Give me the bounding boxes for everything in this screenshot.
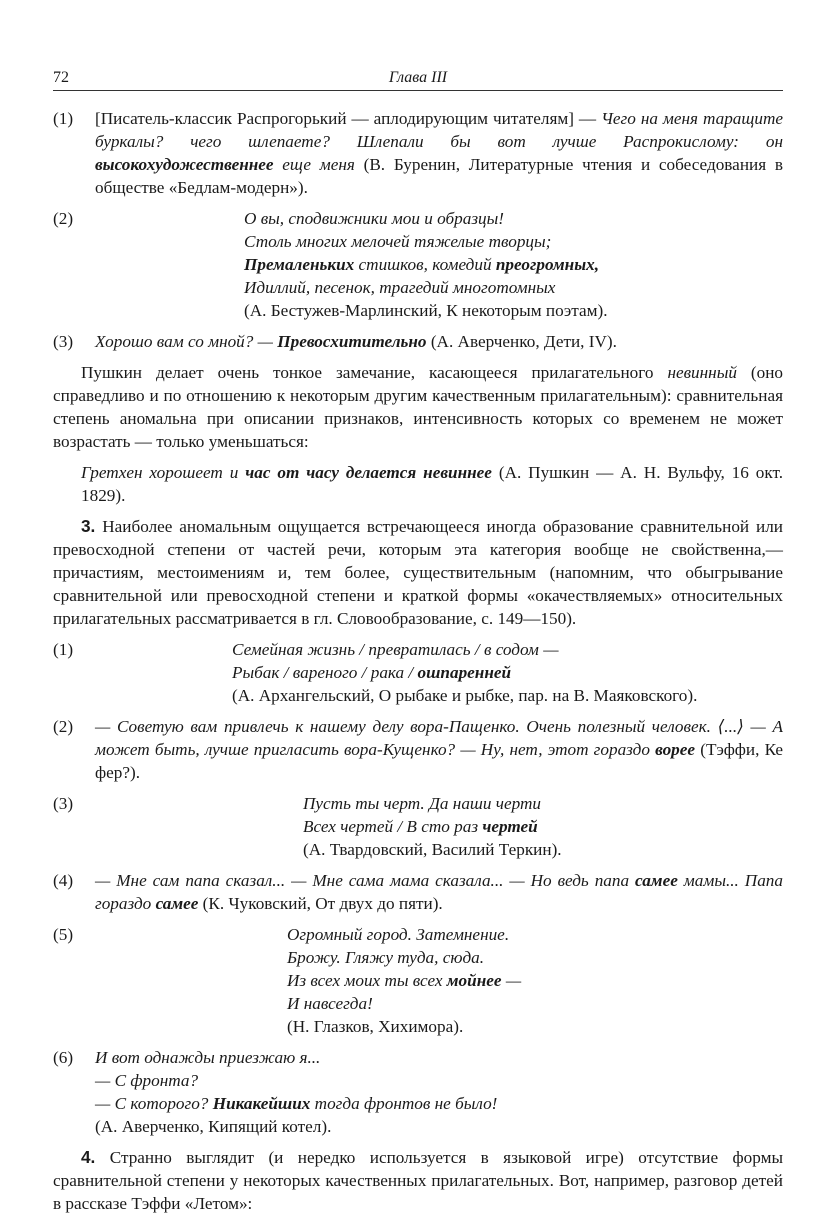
italic-span: невинный xyxy=(667,363,737,382)
bold-italic-span: самее xyxy=(155,894,199,913)
verse-block xyxy=(95,923,783,1038)
text-span: (К. Чуковский, От двух до пяти). xyxy=(198,894,443,913)
text-span: Наиболее аномальным ощущается встречающееся иногда образование сравнительной или превосходной степени от частей речи, которым эта категория вообще не свойственна,— причастиям, местоимениям и, тем более, существительным (напомним, что обыгрывание сравнительной или превосходной степени и краткой формы «окачествляемых» относительных прилагательных рассматривается в гл. Словообразование, с. 149—150). xyxy=(53,517,783,628)
italic-span: Из всех моих ты всех xyxy=(287,971,447,990)
bold-italic-span: высокохудожественнее xyxy=(95,155,274,174)
italic-span: — С которого? xyxy=(95,1094,213,1113)
example-text xyxy=(95,715,783,784)
bold-italic-span: чертей xyxy=(482,817,538,836)
italic-span: еще меня xyxy=(273,155,355,174)
text-span: (А. Пушкин — А. Н. Вульфу, 16 окт. 1829). xyxy=(81,463,783,505)
dialogue-source: (А. Аверченко, Кипящий котел). xyxy=(95,1117,332,1136)
example-5 xyxy=(53,715,783,784)
verse-line: Идиллий, песенок, трагедий многотомных xyxy=(244,278,556,297)
dialogue-block xyxy=(95,1046,783,1138)
quote-gretchen xyxy=(53,461,783,507)
example-number: (3) xyxy=(53,332,74,351)
example-number: (6) xyxy=(53,1048,74,1067)
example-1 xyxy=(53,107,783,199)
text-span: (А. Аверченко, Дети, IV). xyxy=(426,332,617,351)
example-number: (1) xyxy=(53,109,74,128)
bold-italic-span: Никакейших xyxy=(212,1094,311,1113)
dialogue-line: — С фронта? xyxy=(95,1071,199,1090)
italic-span: — Советую вам привлечь к нашему делу вора-Пащенко. Очень полезный человек. ⟨...⟩ — А может быть, лучше пригласить вора-Кущенко? — Ну, нет, этот гораздо xyxy=(95,717,783,759)
example-3 xyxy=(53,330,783,353)
dialogue-line: И вот однажды приезжаю я... xyxy=(95,1048,321,1067)
example-number: (2) xyxy=(53,209,74,228)
italic-span: — xyxy=(501,971,522,990)
verse-line: Семейная жизнь / превратилась / в содом — xyxy=(232,640,559,659)
bold-italic-span: Превосхитительно xyxy=(277,332,427,351)
verse-line: Брожу. Гляжу туда, сюда. xyxy=(287,948,485,967)
verse-line: И навсегда! xyxy=(287,994,373,1013)
text-span: (В. Буренин, Литературные чтения и собеседования в обществе «Бедлам-модерн»). xyxy=(95,155,783,197)
bold-italic-span: Премаленьких xyxy=(244,255,355,274)
verse-line xyxy=(303,815,783,838)
verse-line: Огромный город. Затемнение. xyxy=(287,925,510,944)
italic-span: — Мне сам папа сказал... — Мне сама мама сказала... — Но ведь папа xyxy=(95,871,636,890)
verse-source: (А. Архангельский, О рыбаке и рыбке, пар. на В. Маяковского). xyxy=(232,686,698,705)
bold-italic-span: мойнее xyxy=(446,971,502,990)
book-page xyxy=(53,62,783,1215)
page-number: 72 xyxy=(53,69,69,86)
section-number: 4. xyxy=(81,1147,96,1167)
verse-block xyxy=(95,792,783,861)
verse-line: Столь многих мелочей тяжелые творцы; xyxy=(244,232,552,251)
italic-span: тогда фронтов не было! xyxy=(310,1094,498,1113)
example-text xyxy=(95,869,783,915)
bold-italic-span: ворее xyxy=(655,740,696,759)
chapter-title: Глава III xyxy=(388,69,448,86)
verse-source: (А. Твардовский, Василий Теркин). xyxy=(303,840,562,859)
verse-source: (Н. Глазков, Хихимора). xyxy=(287,1017,464,1036)
example-number: (1) xyxy=(53,640,74,659)
bold-italic-span: ошпаренней xyxy=(417,663,512,682)
bold-italic-span: час от часу делается невиннее xyxy=(245,463,492,482)
verse-source: (А. Бестужев-Марлинский, К некоторым поэтам). xyxy=(244,301,608,320)
bold-italic-span: самее xyxy=(635,871,678,890)
paragraph-section-3 xyxy=(53,515,783,630)
example-9 xyxy=(53,1046,783,1138)
italic-span: Всех чертей / В сто раз xyxy=(303,817,483,836)
example-text xyxy=(95,107,783,199)
italic-span: Рыбак / вареного / рака / xyxy=(232,663,418,682)
example-4 xyxy=(53,638,783,707)
verse-block xyxy=(95,638,783,707)
italic-span: Хорошо вам со мной? — xyxy=(95,332,278,351)
text-span: (Тэффи, Ке фер?). xyxy=(95,740,784,782)
example-number: (4) xyxy=(53,871,74,890)
verse-line xyxy=(244,253,783,276)
italic-span: Гретхен хорошеет и xyxy=(81,463,246,482)
example-number: (3) xyxy=(53,794,74,813)
text-span: (оно справедливо и по отношению к некоторым другим качественным прилагательным): сравнительная степень аномальна при описании признаков, интенсивность которых со временем не может возрастать — только уменьшаться: xyxy=(53,363,784,451)
dialogue-line xyxy=(95,1092,783,1115)
verse-line: О вы, сподвижники мои и образцы! xyxy=(244,209,504,228)
verse-line xyxy=(287,969,783,992)
example-number: (5) xyxy=(53,925,74,944)
paragraph-pushkin xyxy=(53,361,783,453)
text-span: Пушкин делает очень тонкое замечание, касающееся прилагательного xyxy=(81,363,668,382)
text-span: Странно выглядит (и нередко используется в языковой игре) отсутствие формы сравнительной степени у некоторых качественных прилагательных. Вот, например, разговор детей в рассказе Тэффи «Летом»: xyxy=(53,1148,783,1213)
text-span: [Писатель-классик Распрогорький — аплодирующим читателям] — xyxy=(95,109,602,128)
example-2 xyxy=(53,207,783,322)
verse-line: Пусть ты черт. Да наши черти xyxy=(303,794,541,813)
example-6 xyxy=(53,792,783,861)
running-header xyxy=(53,62,783,91)
paragraph-section-4 xyxy=(53,1146,783,1215)
italic-span: Чего на меня таращите буркалы? чего шлепаете? Шлепали бы вот лучше Распрокислому: он xyxy=(95,109,783,151)
italic-span: мамы... Папа гораздо xyxy=(95,871,783,913)
example-text xyxy=(95,330,783,353)
example-number: (2) xyxy=(53,717,74,736)
italic-span: стишков, комедий xyxy=(354,255,496,274)
example-8 xyxy=(53,923,783,1038)
bold-italic-span: преогромных, xyxy=(495,255,600,274)
example-7 xyxy=(53,869,783,915)
verse-block xyxy=(95,207,783,322)
section-number: 3. xyxy=(81,516,96,536)
verse-line xyxy=(232,661,783,684)
